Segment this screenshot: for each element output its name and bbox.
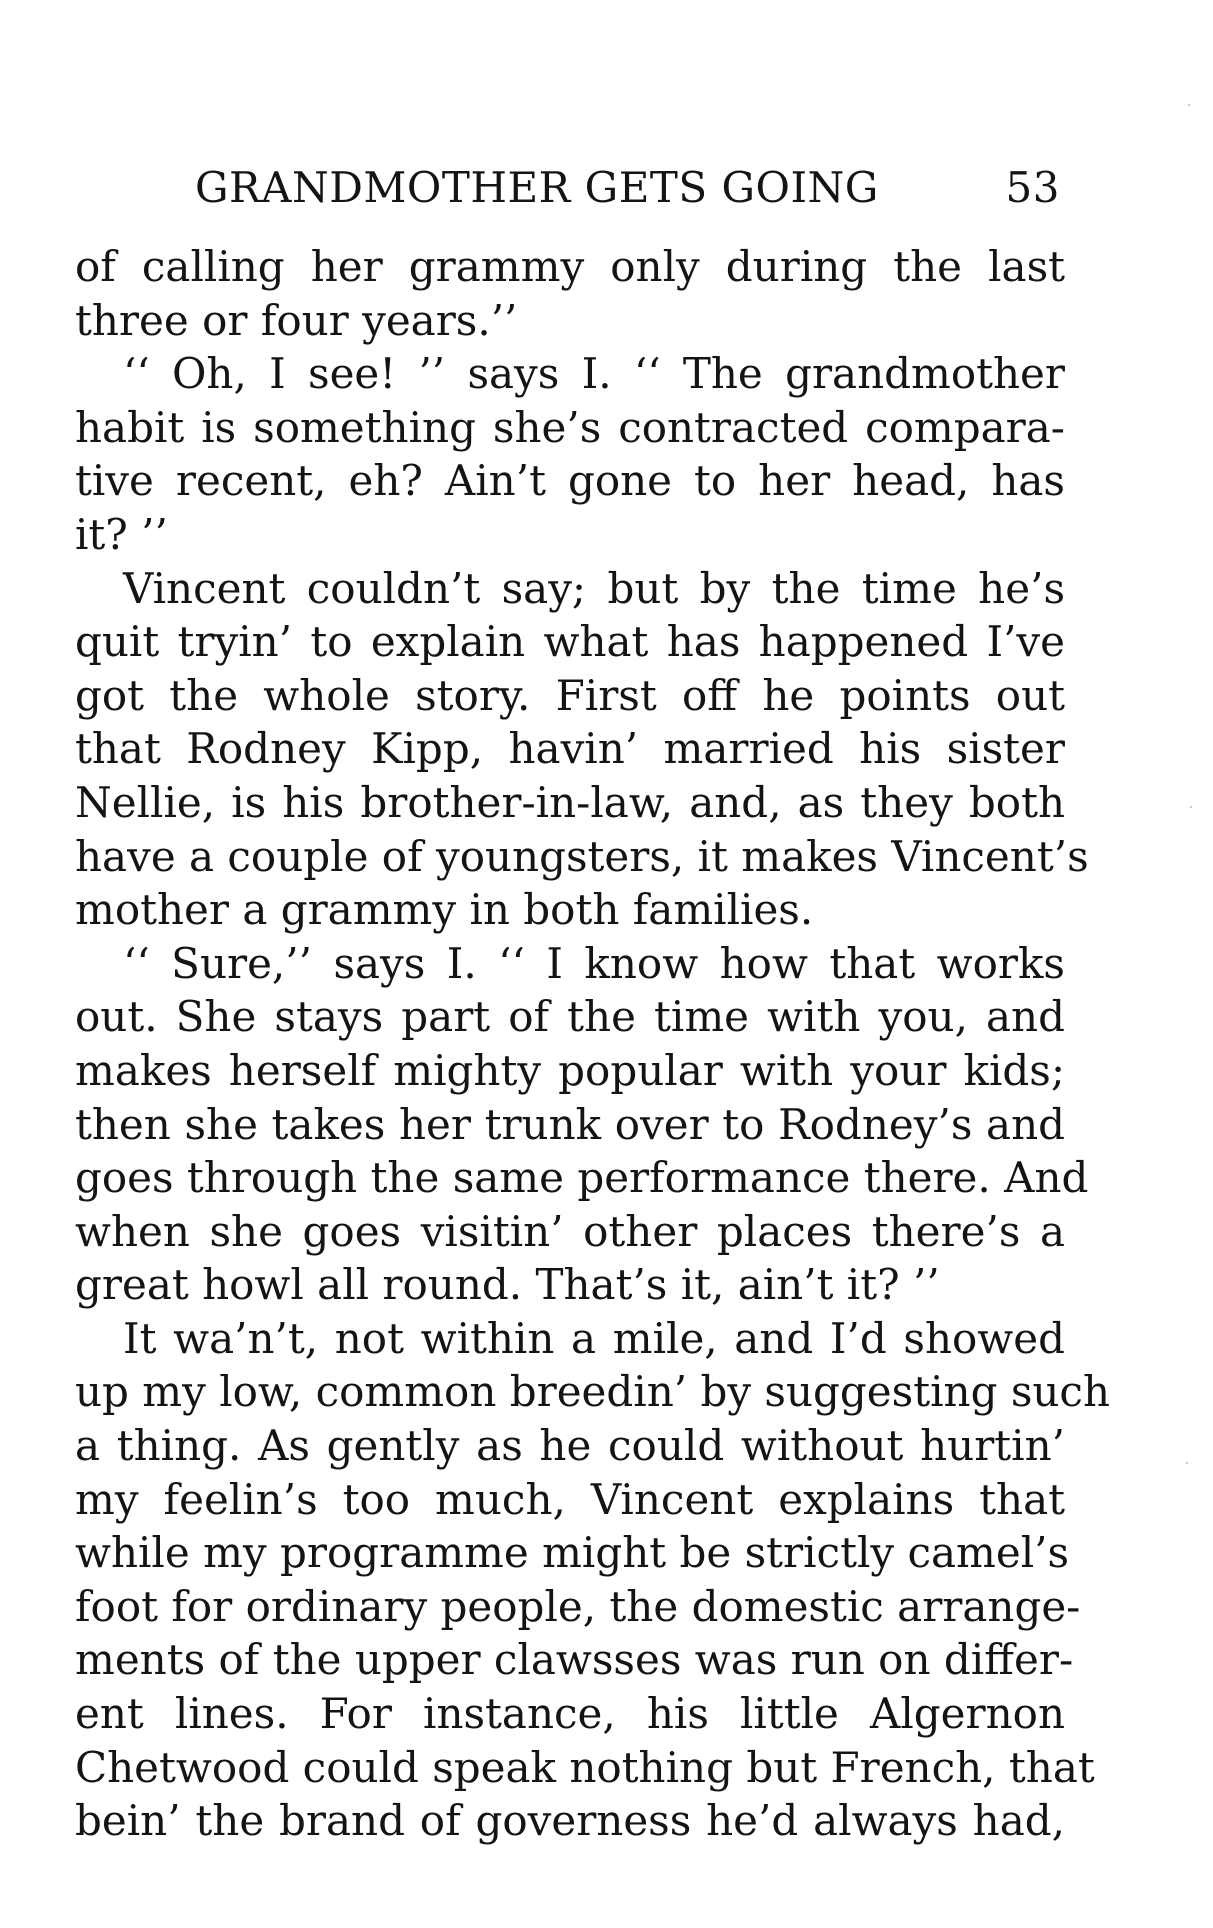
page-number: 53 xyxy=(1005,163,1060,212)
text-line: ‘‘ Sure,’’ says I. ‘‘ I know how that works xyxy=(123,938,1065,988)
text-line: Nellie, is his brother-in-law, and, as they both xyxy=(75,777,1065,827)
text-line: Vincent couldn’t say; but by the time he’s xyxy=(123,563,1065,613)
text-line: ‘‘ Oh, I see! ’’ says I. ‘‘ The grandmother xyxy=(123,349,1065,399)
text-line: tive recent, eh? Ain’t gone to her head, has xyxy=(75,456,1065,506)
text-line: foot for ordinary people, the domestic arrange- xyxy=(75,1581,1081,1631)
text-line: ments of the upper clawsses was run on differ- xyxy=(75,1635,1074,1685)
text-line: of calling her grammy only during the last xyxy=(75,242,1065,291)
text-line: out. She stays part of the time with you, and xyxy=(75,992,1065,1042)
text-line: goes through the same performance there. And xyxy=(75,1153,1089,1203)
text-line: a thing. As gently as he could without hurtin’ xyxy=(75,1421,1065,1471)
text-line: bein’ the brand of governess he’d always had, xyxy=(75,1796,1065,1846)
running-title: GRANDMOTHER GETS GOING xyxy=(195,163,879,212)
text-line: Chetwood could speak nothing but French, that xyxy=(75,1742,1095,1792)
text-line: then she takes her trunk over to Rodney’s and xyxy=(75,1099,1065,1149)
text-line: mother a grammy in both families. xyxy=(75,885,814,935)
text-line: my feelin’s too much, Vincent explains that xyxy=(75,1474,1065,1524)
paper-speck xyxy=(1190,806,1192,808)
text-line: three or four years.’’ xyxy=(75,295,518,345)
text-line: ent lines. For instance, his little Algernon xyxy=(75,1689,1065,1739)
text-line: when she goes visitin’ other places there’s a xyxy=(75,1206,1065,1256)
text-line: got the whole story. First off he points out xyxy=(75,670,1065,720)
text-line: makes herself mighty popular with your kids; xyxy=(75,1045,1065,1095)
text-line: habit is something she’s contracted compara- xyxy=(75,402,1065,452)
text-line: quit tryin’ to explain what has happened I’ve xyxy=(75,617,1065,667)
body-text xyxy=(75,240,1110,1848)
text-line: up my low, common breedin’ by suggesting such xyxy=(75,1367,1110,1417)
text-line: It wa’n’t, not within a mile, and I’d showed xyxy=(123,1313,1065,1363)
running-header xyxy=(195,158,1060,218)
paper-speck xyxy=(1186,1462,1188,1464)
text-line: while my programme might be strictly camel’s xyxy=(75,1528,1070,1578)
text-line: great howl all round. That’s it, ain’t it? ’’ xyxy=(75,1260,940,1310)
text-line: it? ’’ xyxy=(75,509,168,559)
text-line: have a couple of youngsters, it makes Vincent’s xyxy=(75,831,1089,881)
text-line: that Rodney Kipp, havin’ married his sister xyxy=(75,724,1065,774)
paper-speck xyxy=(1188,104,1190,106)
